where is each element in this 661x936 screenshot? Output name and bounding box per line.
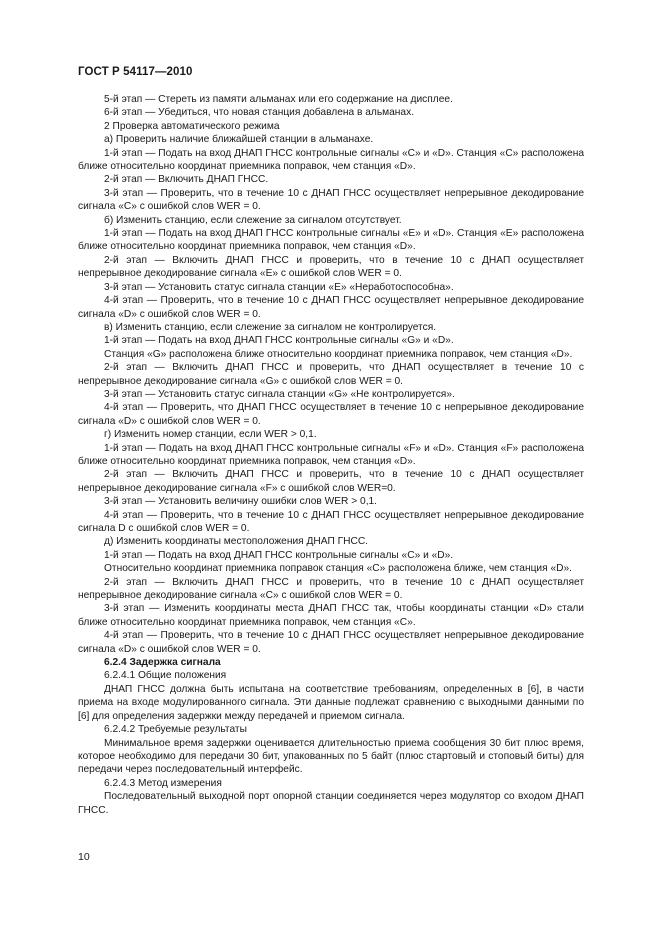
subsection-heading: 6.2.4.1 Общие положения [104,670,227,682]
paragraph: б) Изменить станцию, если слежение за сигналом отсутствует. [104,214,402,226]
paragraph: 3-й этап — Установить статус сигнала станции «G» «Не контролируется». [104,388,455,400]
paragraph: 1-й этап — Подать на вход ДНАП ГНСС контрольные сигналы «Е» и «D». Станция «Е» расположена ближе относительно координат приемника поправок, чем станция «D». [78,228,584,253]
section-heading: 6.2.4 Задержка сигнала [104,657,221,669]
paragraph: 3-й этап — Проверить, что в течение 10 с ДНАП ГНСС осуществляет непрерывное декодирование сигнала «С» с ошибкой слов WER = 0. [78,187,584,213]
paragraph: 1-й этап — Подать на вход ДНАП ГНСС контрольные сигналы «С» и «D». [104,549,454,561]
paragraph: 3-й этап — Установить статус сигнала станции «Е» «Неработоспособна». [104,281,454,293]
document-header: ГОСТ Р 54117—2010 [78,66,193,78]
paragraph: Станция «G» расположена ближе относительно координат приемника поправок, чем станция «D». [104,348,573,360]
paragraph: 4-й этап — Проверить, что в течение 10 с ДНАП ГНСС осуществляет непрерывное декодирование сигнала «D» с ошибкой слов WER = 0. [78,295,584,320]
paragraph: 1-й этап — Подать на вход ДНАП ГНСС контрольные сигналы «F» и «D». Станция «F» расположена ближе относительно координат приемника поправок, чем станция «D». [78,442,584,467]
paragraph: 3-й этап — Установить величину ошибки слов WER > 0,1. [104,496,378,508]
paragraph: 6-й этап — Убедиться, что новая станция добавлена в альманах. [104,107,415,119]
paragraph: Минимальное время задержки оценивается длительностью приема сообщения 30 бит плюс время, которое необходимо для передачи 30 бит, упакованных по 5 байт (плюс стартовый и стоповый биты) для передачи через последовательный интерфейс. [78,737,584,776]
paragraph: 3-й этап — Изменить координаты места ДНАП ГНСС так, чтобы координаты станции «D» стали ближе относительно координат приемника поправок, чем станция «С». [78,603,584,628]
paragraph: Последовательный выходной порт опорной станции соединяется через модулятор со входом ДНАП ГНСС. [78,791,584,816]
paragraph: а) Проверить наличие ближайшей станции в альманахе. [104,134,374,146]
paragraph: Относительно координат приемника поправок станция «С» расположена ближе, чем станция «D». [104,563,572,575]
paragraph: 2-й этап — Включить ДНАП ГНСС и проверить, что в течение 10 с ДНАП осуществляет непрерывное декодирование сигнала «С» с ошибкой слов WER = 0. [78,576,584,602]
subsection-heading: 6.2.4.2 Требуемые результаты [104,724,247,736]
subsection-heading: 6.2.4.3 Метод измерения [104,777,222,789]
paragraph: 2-й этап — Включить ДНАП ГНСС и проверить, что в течение 10 с ДНАП осуществляет непрерывное декодирование сигнала «F» с ошибкой слов WER=0. [78,469,584,494]
paragraph: в) Изменить станцию, если слежение за сигналом не контролируется. [104,321,437,333]
paragraph: 4-й этап — Проверить, что в течение 10 с ДНАП ГНСС осуществляет непрерывное декодирование сигнала D с ошибкой слов WER = 0. [78,509,584,534]
paragraph: 1-й этап — Подать на вход ДНАП ГНСС контрольные сигналы «С» и «D». Станция «С» расположена ближе относительно координат приемника поправок, чем станция «D». [78,147,584,173]
page-number: 10 [78,851,90,863]
paragraph: ДНАП ГНСС должна быть испытана на соответствие требованиям, определенных в [6], в части приема на входе модулированного сигнала. Эти данные подлежат сравнению с выходными данными по [6] для определения задержки между передачей и приемом сигнала. [78,683,584,722]
paragraph: 2-й этап — Включить ДНАП ГНСС и проверить, что в течение 10 с ДНАП осуществляет непрерывное декодирование сигнала «Е» с ошибкой слов WER = 0. [78,254,584,280]
paragraph: 4-й этап — Проверить, что ДНАП ГНСС осуществляет в течение 10 с непрерывное декодирование сигнала «D» с ошибкой слов WER = 0. [78,402,584,427]
paragraph: 2-й этап — Включить ДНАП ГНСС. [104,174,269,186]
paragraph: 5-й этап — Стереть из памяти альманах или его содержание на дисплее. [104,94,453,105]
paragraph: д) Изменить координаты местоположения ДНАП ГНСС. [104,536,369,548]
paragraph: г) Изменить номер станции, если WER > 0,1. [104,429,317,441]
paragraph: 1-й этап — Подать на вход ДНАП ГНСС контрольные сигналы «G» и «D». [104,335,454,347]
paragraph: 2 Проверка автоматического режима [104,120,280,132]
paragraph: 4-й этап — Проверить, что в течение 10 с ДНАП ГНСС осуществляет непрерывное декодирование сигнала «D» с ошибкой слов WER = 0. [78,630,584,655]
paragraph: 2-й этап — Включить ДНАП ГНСС и проверить, что ДНАП осуществляет в течение 10 с непрерывное декодирование сигнала «G» с ошибкой слов WER = 0. [78,362,584,387]
document-body [78,93,584,817]
